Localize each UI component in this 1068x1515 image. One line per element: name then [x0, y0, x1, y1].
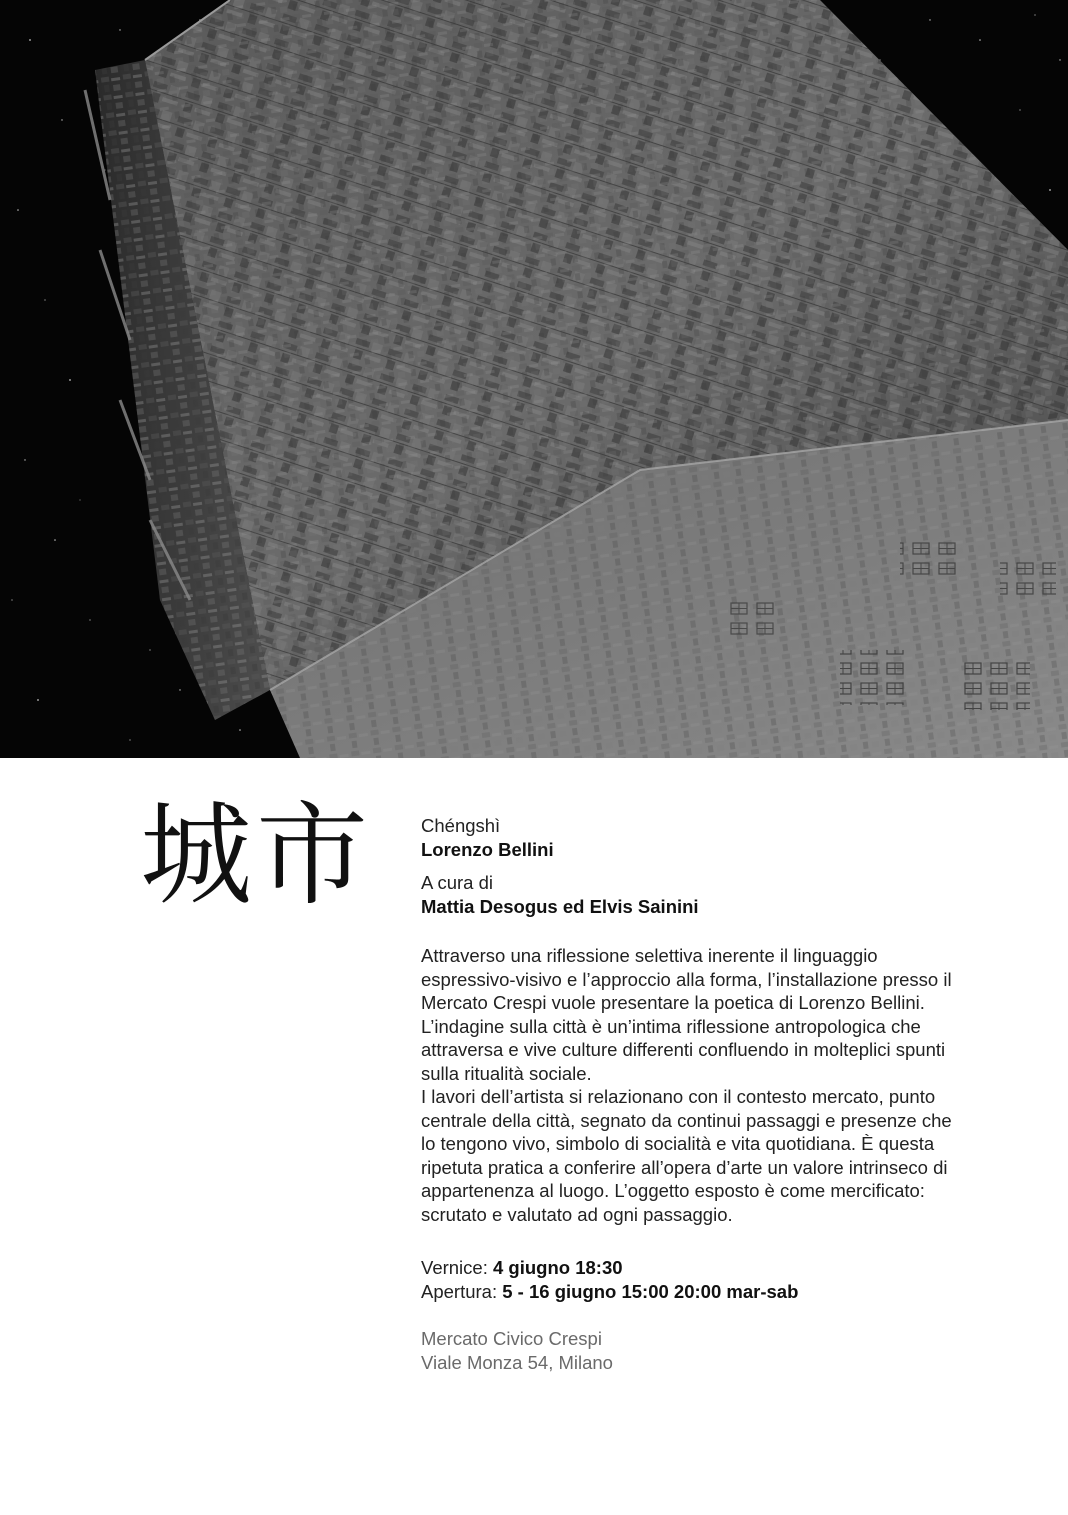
venue-name: Mercato Civico Crespi [421, 1328, 602, 1349]
event-info [421, 814, 961, 1374]
description-paragraph-1: Attraverso una riflessione selettiva inerente il linguaggio espressivo-visivo e l’approccio alla forma, l’installazione presso il Mercato Crespi vuole presentare la poetica di Lorenzo Bellini. L’indagine sulla città è un’intima riflessione antropologica che attraversa e vive culture differenti confluendo in molteplici spunti sulla ritualità sociale. [421, 945, 952, 1084]
opening-label: Vernice: [421, 1257, 488, 1278]
venue-address: Viale Monza 54, Milano [421, 1351, 613, 1373]
venue [421, 1327, 961, 1374]
artist-name: Lorenzo Bellini [421, 838, 554, 860]
romanized-title: Chéngshì [421, 815, 501, 836]
opening-value: 4 giugno 18:30 [493, 1257, 623, 1278]
hours-label: Apertura: [421, 1280, 498, 1302]
curated-label: A cura di [421, 872, 493, 893]
hours-value: 5 - 16 giugno 15:00 20:00 mar-sab [502, 1280, 799, 1302]
curators-names: Mattia Desogus ed Elvis Sainini [421, 895, 699, 917]
opening-line [421, 1256, 961, 1280]
artist-block [421, 814, 961, 861]
schedule [421, 1256, 961, 1303]
cjk-title: 城市 [140, 791, 372, 921]
description [421, 944, 961, 1226]
hours-line [421, 1280, 961, 1304]
curators-block [421, 871, 961, 918]
description-paragraph-2: I lavori dell’artista si relazionano con il contesto mercato, punto centrale della città, segnato da continui passaggi e presenze che lo tengono vivo, simbolo di socialità e vita quotidiana. È questa ripetuta pratica a conferire all’opera d’arte un valore intrinseco di appartenenza al luogo. L’oggetto esposto è come mercificato: scrutato e valutato ad ogni passaggio. [421, 1086, 952, 1225]
